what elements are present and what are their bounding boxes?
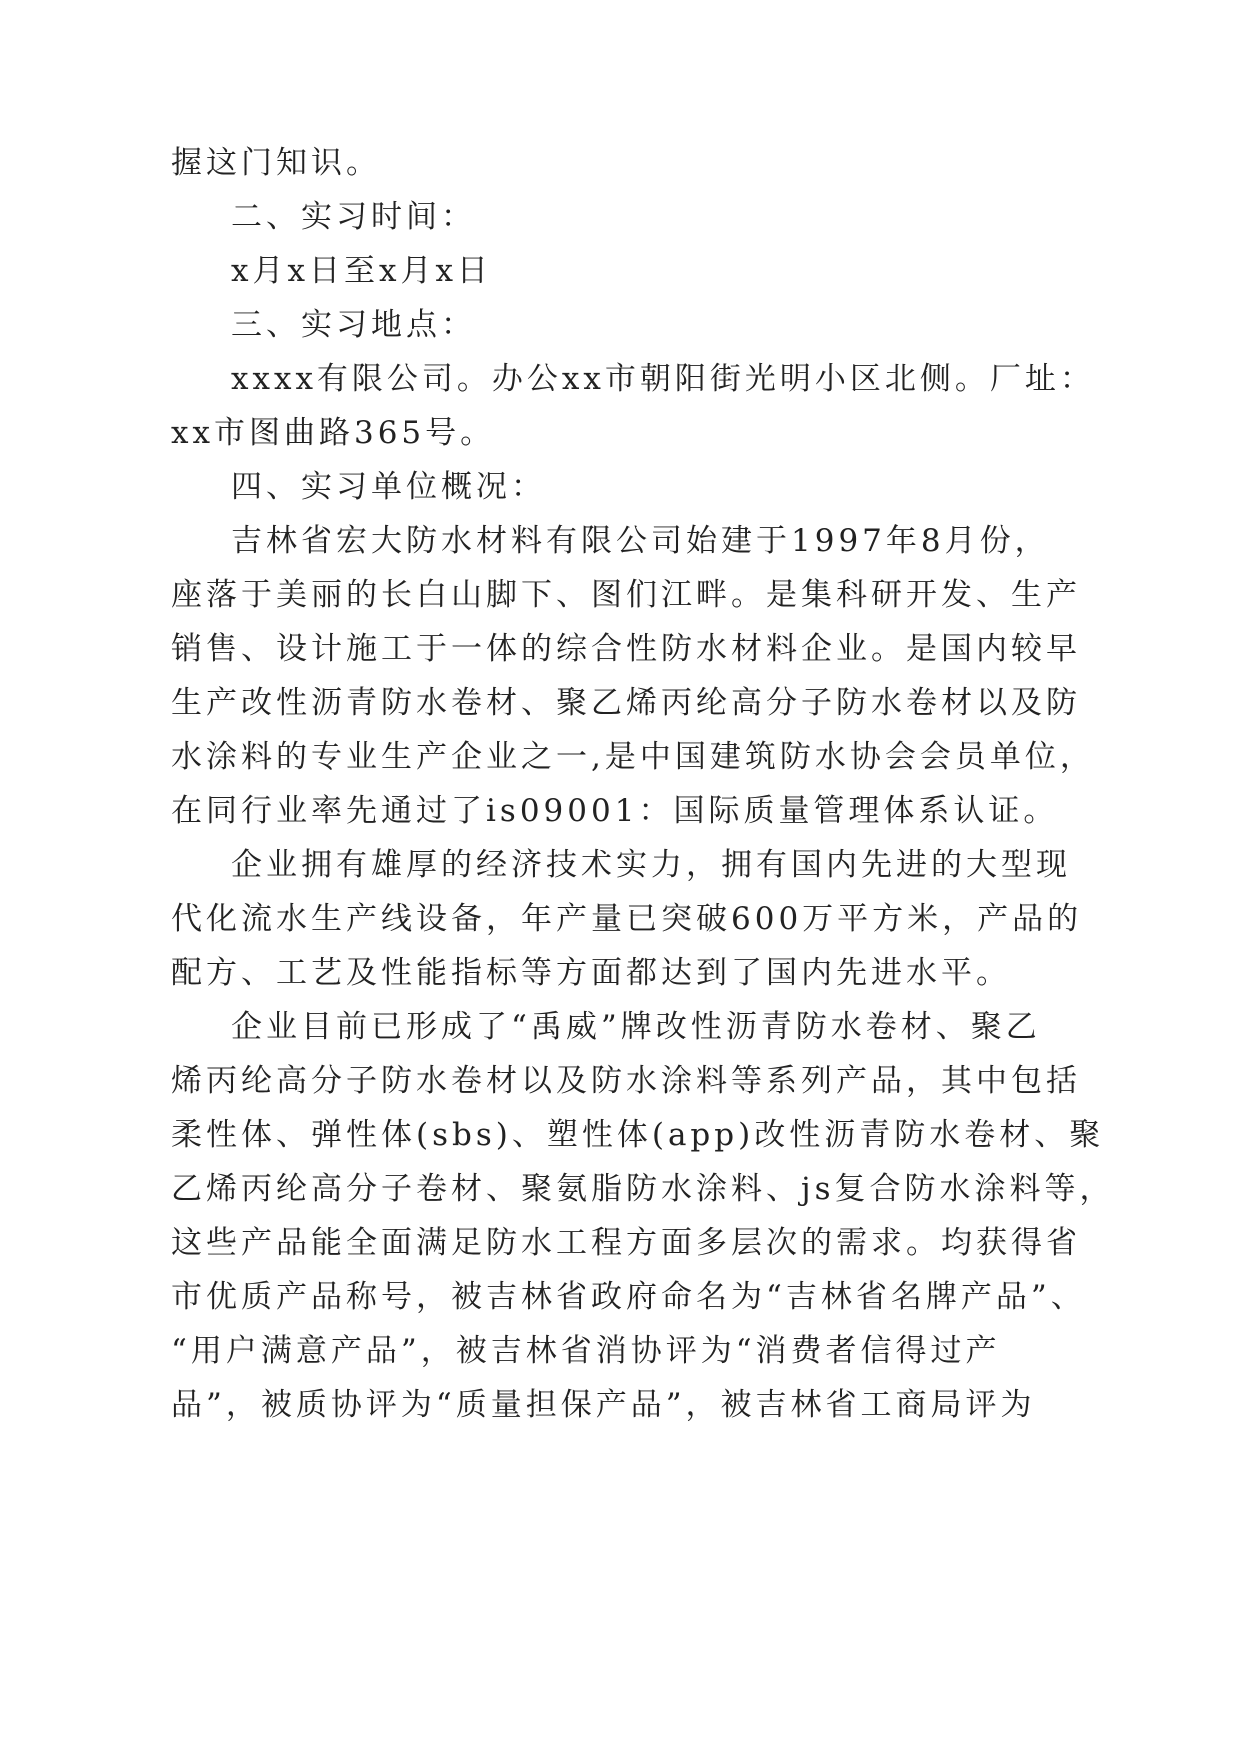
text-line: xxxx有限公司。办公xx市朝阳街光明小区北侧。厂址： bbox=[231, 361, 1095, 397]
text-line: 吉林省宏大防水材料有限公司始建于1997年8月份， bbox=[231, 523, 1050, 559]
text-line: 烯丙纶高分子防水卷材以及防水涂料等系列产品，其中包括 bbox=[171, 1063, 1081, 1099]
text-line: 销售、设计施工于一体的综合性防水材料企业。是国内较早 bbox=[171, 631, 1081, 667]
text-line: 品”，被质协评为“质量担保产品”，被吉林省工商局评为 bbox=[171, 1387, 1036, 1423]
text-line: 配方、工艺及性能指标等方面都达到了国内先进水平。 bbox=[171, 955, 1011, 991]
text-line: 市优质产品称号，被吉林省政府命名为“吉林省名牌产品”、 bbox=[171, 1279, 1086, 1315]
text-line: 握这门知识。 bbox=[171, 145, 381, 181]
text-line: “用户满意产品”，被吉林省消协评为“消费者信得过产 bbox=[171, 1333, 1001, 1369]
text-line: xx市图曲路365号。 bbox=[171, 415, 496, 451]
text-line: 企业目前已形成了“禹威”牌改性沥青防水卷材、聚乙 bbox=[231, 1009, 1041, 1045]
text-line: 水涂料的专业生产企业之一,是中国建筑防水协会会员单位， bbox=[171, 739, 1095, 775]
text-line: 代化流水生产线设备，年产量已突破600万平方米，产品的 bbox=[171, 901, 1083, 937]
text-line: 柔性体、弹性体(sbs)、塑性体(app)改性沥青防水卷材、聚 bbox=[171, 1117, 1105, 1153]
section-heading: 四、实习单位概况： bbox=[231, 469, 546, 505]
text-line: x月x日至x月x日 bbox=[231, 253, 492, 289]
text-line: 生产改性沥青防水卷材、聚乙烯丙纶高分子防水卷材以及防 bbox=[171, 685, 1081, 721]
text-line: 乙烯丙纶高分子卷材、聚氨脂防水涂料、js复合防水涂料等， bbox=[171, 1171, 1115, 1207]
text-line: 在同行业率先通过了is09001：国际质量管理体系认证。 bbox=[171, 793, 1059, 829]
text-line: 座落于美丽的长白山脚下、图们江畔。是集科研开发、生产 bbox=[171, 577, 1081, 613]
section-heading: 三、实习地点： bbox=[231, 307, 476, 343]
section-heading: 二、实习时间： bbox=[231, 199, 476, 235]
text-line: 企业拥有雄厚的经济技术实力，拥有国内先进的大型现 bbox=[231, 847, 1071, 883]
text-line: 这些产品能全面满足防水工程方面多层次的需求。均获得省 bbox=[171, 1225, 1081, 1261]
